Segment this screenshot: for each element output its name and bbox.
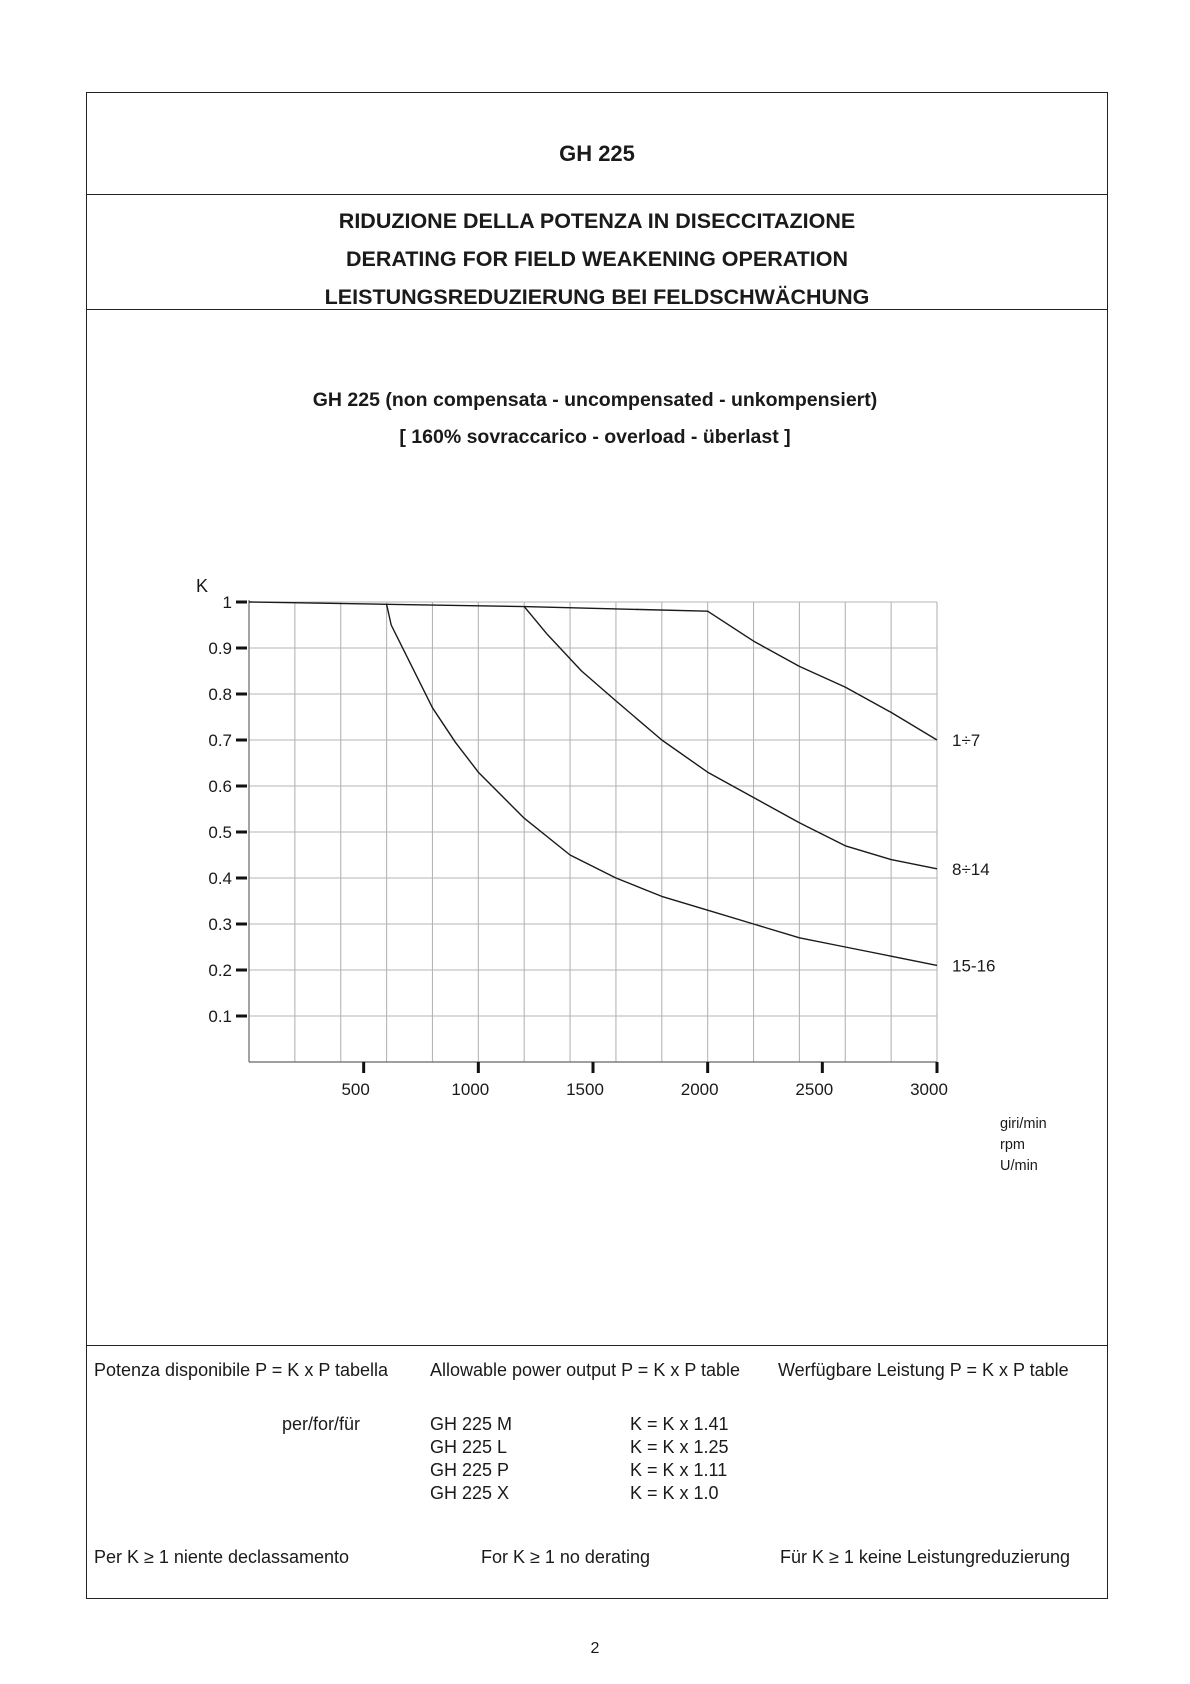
x-tick-label: 2000 bbox=[680, 1080, 719, 1099]
y-axis-label: K bbox=[196, 576, 209, 596]
chart-title: GH 225 (non compensata - uncompensated - unkompensiert) bbox=[312, 389, 878, 411]
model-name: GH 225 X bbox=[430, 1483, 510, 1503]
per-label: per/for/für bbox=[282, 1414, 361, 1434]
y-tick-label: 0.8 bbox=[208, 685, 232, 704]
model-formula: K = K x 1.41 bbox=[630, 1414, 729, 1434]
y-tick-label: 0.1 bbox=[208, 1007, 232, 1026]
subtitle-en: DERATING FOR FIELD WEAKENING OPERATION bbox=[345, 247, 849, 271]
model-formula: K = K x 1.11 bbox=[630, 1460, 728, 1480]
subtitle-de: LEISTUNGSREDUZIERUNG BEI FELDSCHWÄCHUNG bbox=[324, 285, 870, 309]
y-tick-label: 0.6 bbox=[208, 777, 232, 796]
x-axis-label: U/min bbox=[1000, 1158, 1038, 1174]
formula-it: Potenza disponibile P = K x P tabella bbox=[94, 1360, 389, 1380]
series-line bbox=[249, 602, 937, 740]
model-name: GH 225 L bbox=[430, 1437, 508, 1457]
page-title: GH 225 bbox=[559, 141, 635, 166]
x-tick-label: 2500 bbox=[795, 1080, 834, 1099]
page-number: 2 bbox=[590, 1640, 600, 1657]
y-tick-label: 1 bbox=[222, 593, 232, 612]
note-it: Per K ≥ 1 niente declassamento bbox=[94, 1547, 350, 1567]
x-axis-label: giri/min bbox=[1000, 1116, 1047, 1132]
model-formula: K = K x 1.0 bbox=[630, 1483, 719, 1503]
series-line bbox=[524, 607, 937, 869]
series-label: 1÷7 bbox=[952, 731, 981, 750]
series-label: 8÷14 bbox=[952, 859, 990, 879]
formula-de: Werfügbare Leistung P = K x P table bbox=[778, 1360, 1069, 1380]
note-en: For K ≥ 1 no derating bbox=[481, 1547, 650, 1567]
note-de: Für K ≥ 1 keine Leistungreduzierung bbox=[780, 1547, 1071, 1567]
y-tick-label: 0.9 bbox=[208, 639, 232, 658]
x-tick-label: 1000 bbox=[451, 1080, 490, 1099]
x-tick-label: 3000 bbox=[910, 1080, 948, 1099]
series-label: 15-16 bbox=[952, 956, 996, 976]
y-tick-label: 0.5 bbox=[208, 823, 232, 842]
x-tick-label: 500 bbox=[341, 1080, 370, 1099]
y-tick-label: 0.3 bbox=[208, 915, 232, 934]
model-name: GH 225 M bbox=[430, 1414, 513, 1434]
x-axis-label: rpm bbox=[1000, 1137, 1025, 1153]
y-tick-label: 0.2 bbox=[208, 961, 232, 980]
x-tick-label: 1500 bbox=[566, 1080, 604, 1099]
model-name: GH 225 P bbox=[430, 1460, 510, 1480]
model-formula: K = K x 1.25 bbox=[630, 1437, 729, 1457]
y-tick-label: 0.7 bbox=[208, 731, 232, 750]
chart-subtitle: [ 160% sovraccarico - overload - überlast ] bbox=[399, 426, 791, 448]
formula-en: Allowable power output P = K x P table bbox=[430, 1360, 741, 1380]
subtitle-it: RIDUZIONE DELLA POTENZA IN DISECCITAZIONE bbox=[338, 209, 856, 233]
y-tick-label: 0.4 bbox=[208, 869, 232, 888]
